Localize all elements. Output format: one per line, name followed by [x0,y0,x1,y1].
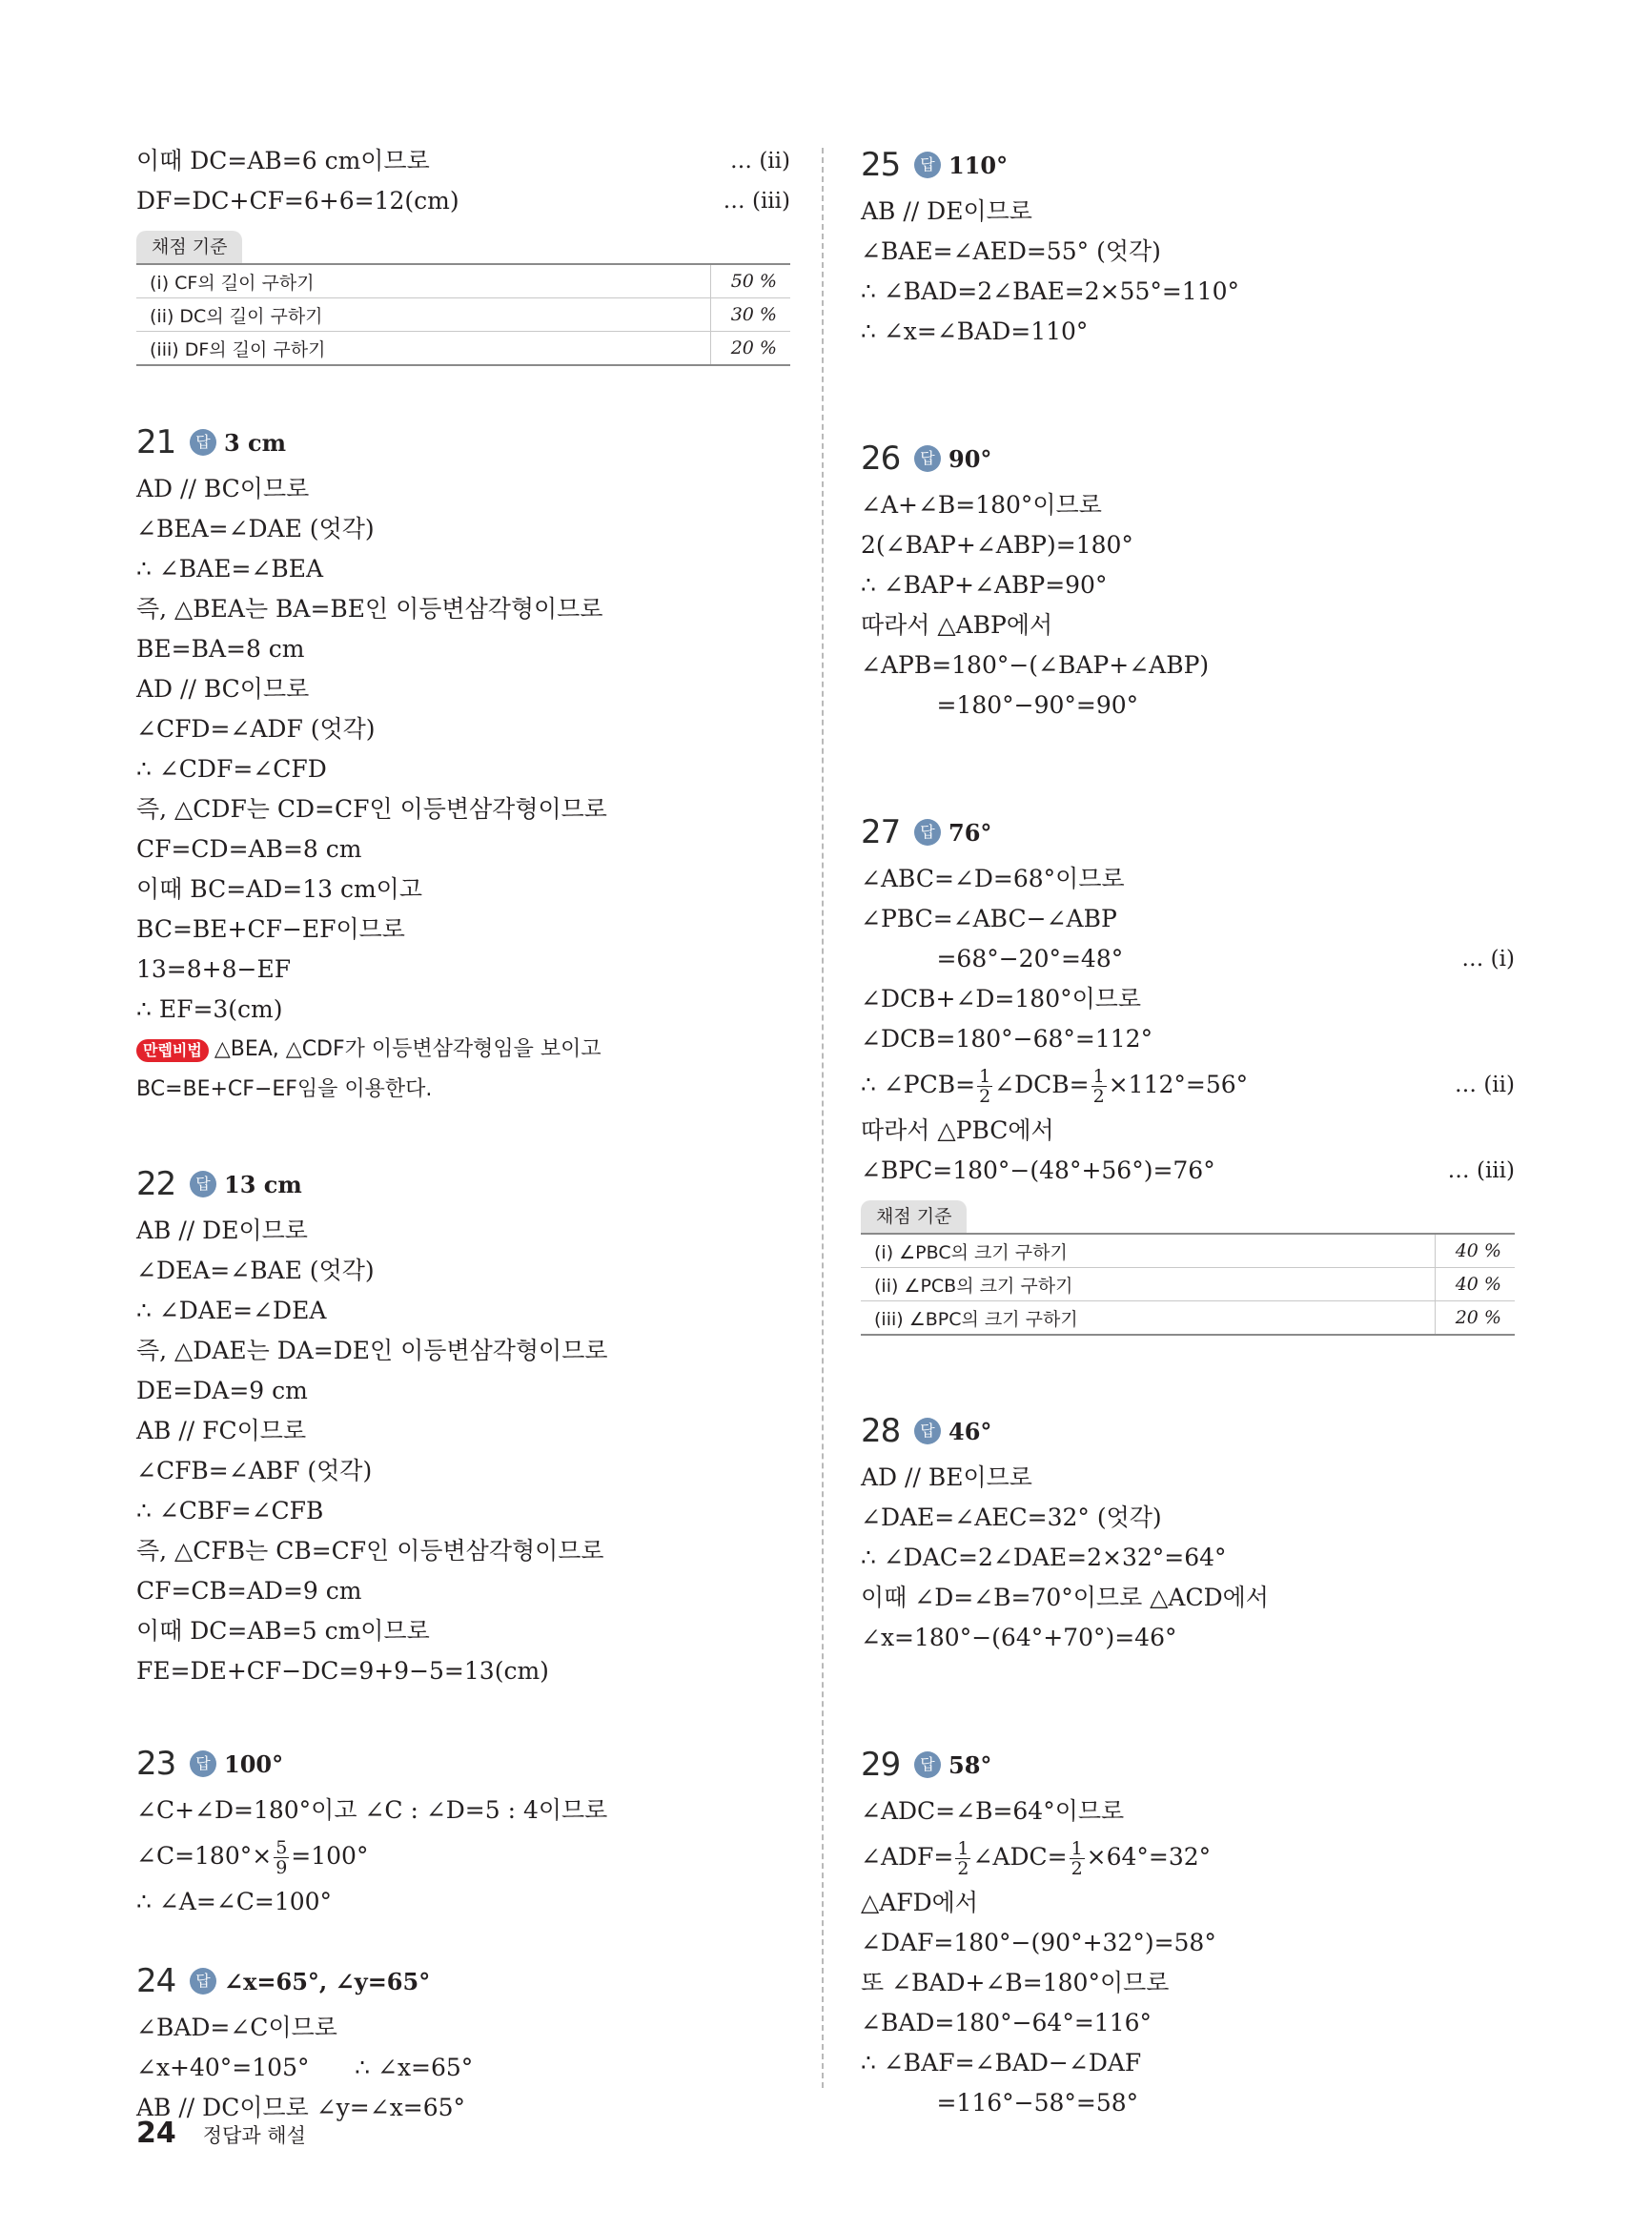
table-row: (ii) ∠PCB의 크기 구하기 40 % [861,1268,1515,1301]
solution-line: AD // BE이므로 [861,1463,1032,1491]
solution-line: ∠A+∠B=180°이므로 [861,491,1102,519]
problem-header [136,416,790,469]
step-mark: … (iii) [723,189,790,214]
problem-number: 29 [861,1746,901,1784]
solution-line: ∠C=180°× $\frac{5}{9}$ =100° [136,1837,369,1878]
solution-line: AD // BC이므로 [136,675,310,703]
answer-text: 90° [948,444,992,473]
step-mark: … (i) [1461,947,1515,972]
solution-line: 즉, △CFB는 CB=CF인 이등변삼각형이므로 [136,1537,604,1565]
answer-text: 13 cm [224,1170,302,1198]
problem-23 [136,1737,790,1922]
solution-line: ∴ ∠BAP+∠ABP=90° [861,571,1108,599]
solution-line: ∠BAE=∠AED=55° (엇각) [861,237,1161,265]
problem-26 [861,432,1515,726]
scoring-rubric [136,231,790,366]
solution-line: ∴ ∠BAE=∠BEA [136,555,324,583]
solution-line: =180°−90°=90° [861,691,1139,719]
problem-number: 27 [861,813,901,851]
solution-line: 즉, △DAE는 DA=DE인 이등변삼각형이므로 [136,1337,608,1364]
solution-line: ∠BAD=180°−64°=116° [861,2009,1152,2036]
answer-badge: 답 [190,1968,216,1995]
problem-header [136,1737,790,1790]
solution-line: 즉, △BEA는 BA=BE인 이등변삼각형이므로 [136,595,603,623]
answer-badge: 답 [914,1751,941,1778]
solution-line: ∴ ∠x=∠BAD=110° [861,317,1089,345]
problem-27 [861,806,1515,1336]
answer-badge: 답 [914,445,941,472]
problem-header [861,432,1515,485]
solution-line: ∠x=180°−(64°+70°)=46° [861,1624,1177,1651]
fraction: $\frac{5}{9}$ [275,1837,288,1878]
solution-line: DE=DA=9 cm [136,1377,308,1404]
solution-line: =116°−58°=58° [861,2089,1139,2117]
solution-line: FE=DE+CF−DC=9+9−5=13(cm) [136,1657,549,1685]
solution-line: =68°−20°=48° … (i) [861,939,1515,979]
solution-line: DF=DC+CF=6+6=12(cm) … (iii) [136,181,790,221]
solution-line: 이때 ∠D=∠B=70°이므로 △ACD에서 [861,1584,1269,1611]
solution-line: ∠x+40°=105° ∴ ∠x=65° [136,2054,474,2081]
rubric-table [861,1233,1515,1336]
solution-line: ∴ ∠CBF=∠CFB [136,1497,324,1524]
problem-28 [861,1404,1515,1658]
solution-line: ∠DAF=180°−(90°+32°)=58° [861,1929,1216,1956]
solution-line: ∴ ∠A=∠C=100° [136,1888,333,1915]
problem-number: 24 [136,1962,176,2000]
answer-badge: 답 [914,152,941,178]
problem-header [136,1157,790,1211]
solution-line: ∠BEA=∠DAE (엇각) [136,515,375,542]
answer-text: 76° [948,818,992,847]
footer-label: 정답과 해설 [202,2124,306,2147]
rubric-title: 채점 기준 [861,1200,967,1233]
solution-line: BC=BE+CF−EF이므로 [136,915,405,943]
answer-badge: 답 [190,1750,216,1777]
solution-line: ∠DEA=∠BAE (엇각) [136,1257,375,1284]
tip-line: 만렙비법 △BEA, △CDF가 이등변삼각형임을 보이고 [136,1030,790,1070]
problem-25 [861,138,1515,352]
tip-badge: 만렙비법 [136,1039,209,1062]
solution-line: ∠DCB=180°−68°=112° [861,1025,1153,1053]
rubric-table [136,263,790,366]
problem-22 [136,1157,790,1691]
page-footer [136,2117,306,2150]
solution-line: ∴ ∠BAF=∠BAD−∠DAF [861,2049,1142,2077]
solution-line: ∴ ∠CDF=∠CFD [136,755,327,783]
problem-number: 23 [136,1745,176,1783]
solution-line: ∴ ∠DAE=∠DEA [136,1297,327,1324]
answer-badge: 답 [914,1418,941,1444]
problem-header [861,1404,1515,1458]
column-divider [822,148,824,2088]
fraction: $\frac{1}{2}$ [979,1066,991,1107]
problem-number: 26 [861,440,901,478]
problem-21 [136,416,790,1110]
solution-line: ∠BAD=∠C이므로 [136,2014,337,2041]
answer-text: 46° [948,1417,992,1445]
solution-line: ∴ ∠PCB= $\frac{1}{2}$ ∠DCB= $\frac{1}{2}$ ×112°=56° … (ii) [861,1059,1515,1111]
problem-header [861,138,1515,192]
fraction: $\frac{1}{2}$ [1071,1838,1083,1879]
problem-number: 28 [861,1412,901,1450]
fraction: $\frac{1}{2}$ [1092,1066,1105,1107]
problem-24 [136,1954,790,2128]
step-mark: … (ii) [730,149,790,174]
problem-number: 22 [136,1165,176,1203]
answer-text: ∠x=65°, ∠y=65° [224,1967,431,1995]
right-column [861,138,1515,2123]
solution-line: CF=CD=AB=8 cm [136,835,362,863]
answer-badge: 답 [914,819,941,846]
solution-line: 이때 DC=AB=6 cm이므로 … (ii) [136,141,790,181]
problem-header [136,1954,790,2008]
solution-line: 2(∠BAP+∠ABP)=180° [861,531,1133,559]
solution-line: AD // BC이므로 [136,475,310,502]
solution-line: ∠ADF= $\frac{1}{2}$ ∠ADC= $\frac{1}{2}$ ×64°=32° [861,1838,1212,1879]
table-row: (iii) DF의 길이 구하기 20 % [136,332,790,366]
solution-line: ∴ EF=3(cm) [136,995,283,1023]
problem-number: 25 [861,146,901,184]
table-row: (i) CF의 길이 구하기 50 % [136,264,790,298]
solution-line: ∠CFD=∠ADF (엇각) [136,715,376,743]
table-row: (i) ∠PBC의 크기 구하기 40 % [861,1234,1515,1268]
answer-badge: 답 [190,429,216,456]
page-number: 24 [136,2117,176,2150]
table-row: (ii) DC의 길이 구하기 30 % [136,298,790,332]
answer-text: 3 cm [224,428,287,457]
solution-line: ∠APB=180°−(∠BAP+∠ABP) [861,651,1210,679]
problem-29 [861,1738,1515,2123]
solution-line: 이때 BC=AD=13 cm이고 [136,875,422,903]
solution-line: BE=BA=8 cm [136,635,305,663]
solution-line: 이때 DC=AB=5 cm이므로 [136,1617,430,1645]
solution-line: △AFD에서 [861,1889,978,1916]
problem-header [861,1738,1515,1791]
solution-line: ∴ ∠DAC=2∠DAE=2×32°=64° [861,1544,1227,1571]
answer-text: 110° [948,151,1009,179]
problem-header [861,806,1515,859]
solution-line: CF=CB=AD=9 cm [136,1577,362,1605]
solution-line: ∠ABC=∠D=68°이므로 [861,865,1125,892]
rubric-title: 채점 기준 [136,231,242,263]
solution-line: AB // DC이므로 ∠y=∠x=65° [136,2094,466,2121]
answer-text: 58° [948,1750,992,1779]
solution-line: ∠DCB+∠D=180°이므로 [861,985,1142,1013]
problem-number: 21 [136,423,176,461]
solution-line: ∠C+∠D=180°이고 ∠C : ∠D=5 : 4이므로 [136,1796,608,1824]
solution-line: ∠PBC=∠ABC−∠ABP [861,905,1117,932]
solution-line: ∠CFB=∠ABF (엇각) [136,1457,373,1484]
tip-line: BC=BE+CF−EF임을 이용한다. [136,1077,433,1101]
step-mark: … (iii) [1447,1158,1515,1183]
answer-text: 100° [224,1749,284,1778]
solution-line: 13=8+8−EF [136,955,292,983]
step-mark: … (ii) [1455,1073,1515,1097]
fraction: $\frac{1}{2}$ [957,1838,969,1879]
solution-line: 또 ∠BAD+∠B=180°이므로 [861,1969,1170,1996]
solution-line: ∴ ∠BAD=2∠BAE=2×55°=110° [861,277,1240,305]
solution-line: 따라서 △ABP에서 [861,611,1053,639]
solution-line: 즉, △CDF는 CD=CF인 이등변삼각형이므로 [136,795,607,823]
table-row: (iii) ∠BPC의 크기 구하기 20 % [861,1301,1515,1336]
solution-line: 따라서 △PBC에서 [861,1116,1054,1144]
solution-line: AB // DE이므로 [136,1217,308,1244]
solution-line: AB // FC이므로 [136,1417,307,1444]
left-column [136,141,790,2128]
solution-line: AB // DE이므로 [861,197,1032,225]
solution-line: ∠BPC=180°−(48°+56°)=76° … (iii) [861,1151,1515,1191]
answer-badge: 답 [190,1171,216,1197]
scoring-rubric [861,1200,1515,1336]
solution-line: ∠DAE=∠AEC=32° (엇각) [861,1504,1162,1531]
solution-line: ∠ADC=∠B=64°이므로 [861,1797,1125,1825]
